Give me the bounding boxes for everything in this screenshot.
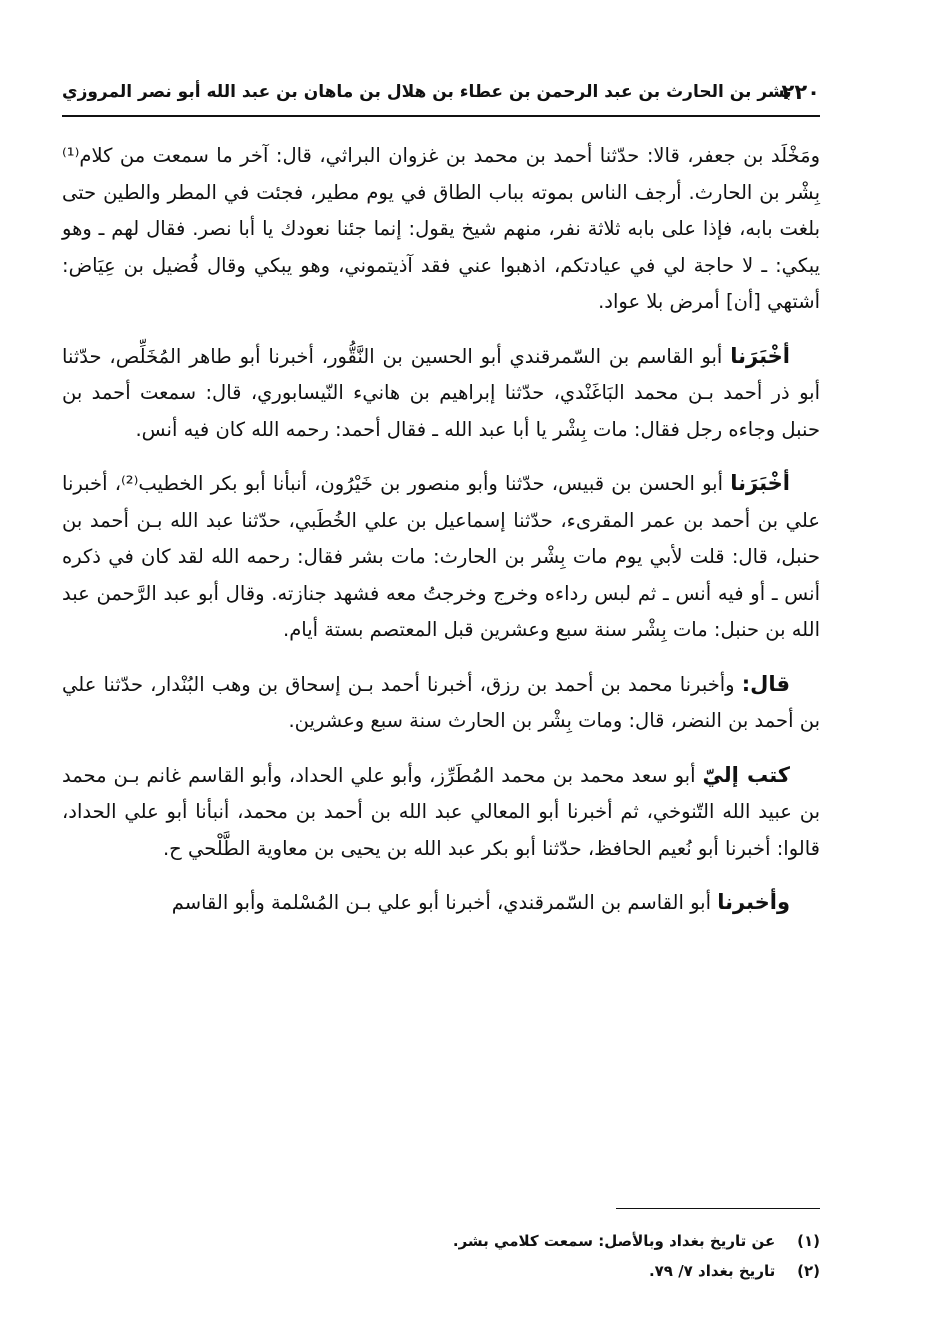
paragraph (62, 465, 820, 649)
paragraph-text: أبو سعد محمد بن محمد المُطَرِّز، وأبو علي الحداد، وأبو القاسم غانم بـن محمد بن عبيد الله التّنوخي، ثم أخبرنا أبو المعالي عبد الله بن أحمد بن محمد، أنبأنا أبو علي الحداد، قالوا: أخبرنا أبو نُعيم الحافظ، حدّثنا أبو بكر عبد الله بن يحيى بن معاوية الطَّلْحي ح. (62, 763, 820, 860)
paragraph-text: أبو الحسن بن قبيس، حدّثنا وأبو منصور بن خَيْرُون، أنبأنا أبو بكر الخطيب⁽²⁾، أخبرنا علي بن أحمد بن عمر المقرىء، حدّثنا إسماعيل بن علي الخُطَبي، حدّثنا عبد الله بـن أحمد بن حنبل، قال: قلت لأبي يوم مات بِشْر بن الحارث: مات بشر فقال: رحمه الله لقد كان في ذكره أنس ـ أو فيه أنس ـ ثم لبس رداءه وخرج وخرجتُ معه فشهد جنازته. وقال أبو عبد الرَّحمن عبد الله بن حنبل: مات بِشْر سنة سبع وعشرين قبل المعتصم بستة أيام. (62, 472, 820, 641)
running-title: بشر بن الحارث بن عبد الرحمن بن عطاء بن هلال بن ماهان بن عبد الله أبو نصر المروزي (62, 82, 792, 102)
header-divider (62, 115, 820, 117)
paragraph-lead: أخْبَرَنا (730, 343, 790, 368)
page-header (62, 78, 820, 114)
paragraph-text: أبو القاسم بن السّمرقندي أبو الحسين بن النَّقُّور، أخبرنا أبو طاهر المُخَلِّص، حدّثنا أبو ذر أحمد بـن محمد البَاغَنْدي، حدّثنا إبراهيم بن هانيء النّيسابوري، قال: سمعت أحمد بن حنبل وجاءه رجل فقال: مات بِشْر يا أبا عبد الله ـ فقال أحمد: رحمه الله كان فيه أنس. (62, 344, 820, 441)
footnote (62, 1226, 820, 1256)
footnote-number: (١) (797, 1232, 820, 1250)
footnote-text: تاريخ بغداد ٧/ ٧٩. (648, 1262, 776, 1280)
paragraph-lead: أخْبَرَنا (730, 471, 790, 495)
footnote-number: (٢) (797, 1262, 820, 1280)
paragraph (62, 757, 820, 868)
footnotes (62, 1226, 820, 1286)
page-number: ٢٢٠ (781, 80, 820, 104)
footnote-divider (616, 1208, 820, 1209)
paragraph-text: ومَخْلَد بن جعفر، قالا: حدّثنا أحمد بن محمد بن غزوان البراثي، قال: آخر ما سمعت من كلام⁽¹⁾ بِشْر بن الحارث. أرجف الناس بموته بباب الطاق في يوم مطير، فجئت في المطر والطين حتى بلغت بابه، فإذا على بابه ثلاثة نفر، منهم شيخ يقول: إنما جئنا نعودك يا أبا نصر. فقال لهم ـ وهو يبكي: ـ لا حاجة لي في عيادتكم، اذهبوا عني فقد آذيتموني، وهو يبكي وقال فُضيل بن عِيَاض: أشتهي [أن] أمرض بلا عواد. (62, 144, 820, 313)
body-text (62, 138, 820, 939)
footnote (62, 1256, 820, 1286)
paragraph (62, 338, 820, 449)
paragraph-lead: قال: (741, 671, 790, 696)
paragraph-text: وأخبرنا محمد بن أحمد بن رزق، أخبرنا أحمد بـن إسحاق بن وهب البُنْدار، حدّثنا علي بن أحمد بن النضر، قال: ومات بِشْر بن الحارث سنة سبع وعشرين. (62, 672, 820, 732)
footnote-text: عن تاريخ بغداد وبالأصل: سمعت كلامي بشر. (452, 1232, 776, 1250)
paragraph (62, 884, 820, 922)
paragraph-lead: وأخبرنا (717, 890, 790, 914)
paragraph-text: أبو القاسم بن السّمرقندي، أخبرنا أبو علي بـن المُسْلمة وأبو القاسم (171, 891, 718, 914)
paragraph (62, 138, 820, 321)
paragraph (62, 666, 820, 740)
paragraph-lead: كتب إليّ (702, 762, 791, 787)
